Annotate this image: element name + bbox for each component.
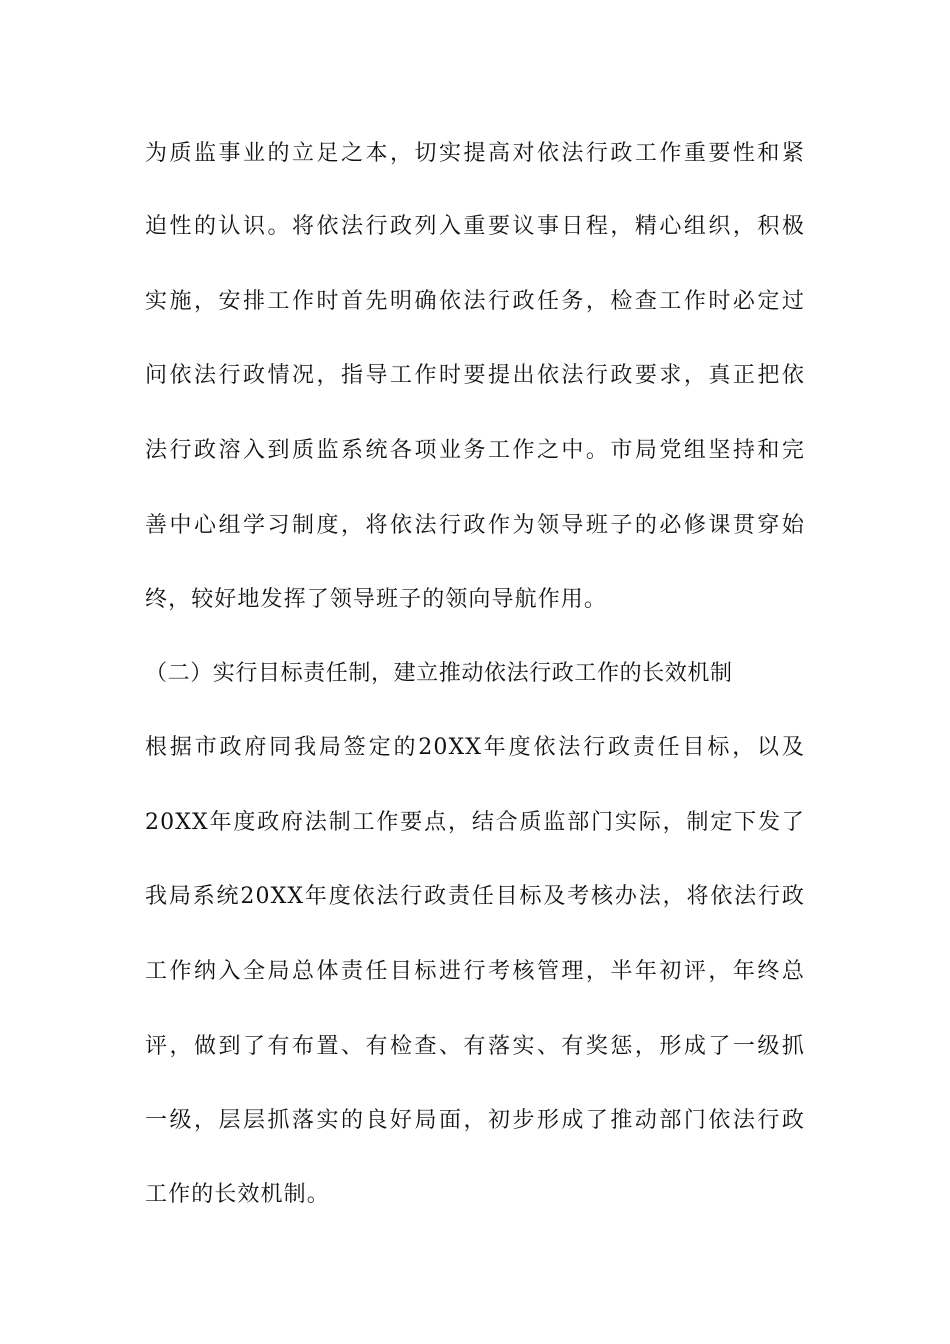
section-heading: （二）实行目标责任制，建立推动依法行政工作的长效机制: [145, 661, 733, 686]
paragraph-1-line-1: 为质监事业的立足之本，切实提高对依法行政工作重要性和紧: [145, 141, 805, 166]
paragraph-1-line-4: 问依法行政情况，指导工作时要提出依法行政要求，真正把依: [145, 363, 805, 388]
paragraph-1-line-2: 迫性的认识。将依法行政列入重要议事日程，精心组织，积极: [145, 214, 805, 239]
paragraph-2-line-7: 工作的长效机制。: [145, 1182, 330, 1207]
paragraph-2-line-6: 一级，层层抓落实的良好局面，初步形成了推动部门依法行政: [145, 1108, 805, 1133]
paragraph-1-line-6: 善中心组学习制度，将依法行政作为领导班子的必修课贯穿始: [145, 513, 805, 538]
paragraph-2-line-4: 工作纳入全局总体责任目标进行考核管理，半年初评，年终总: [145, 959, 805, 984]
paragraph-2-line-2: 20XX年度政府法制工作要点，结合质监部门实际，制定下发了: [145, 810, 805, 835]
paragraph-1-line-7: 终，较好地发挥了领导班子的领向导航作用。: [145, 587, 608, 612]
paragraph-1-line-3: 实施，安排工作时首先明确依法行政任务，检查工作时必定过: [145, 289, 805, 314]
paragraph-2-line-1: 根据市政府同我局签定的20XX年度依法行政责任目标，以及: [145, 735, 805, 760]
paragraph-2-line-5: 评，做到了有布置、有检查、有落实、有奖惩，形成了一级抓: [145, 1034, 805, 1059]
paragraph-1-line-5: 法行政溶入到质监系统各项业务工作之中。市局党组坚持和完: [145, 438, 805, 463]
paragraph-2-line-3: 我局系统20XX年度依法行政责任目标及考核办法，将依法行政: [145, 884, 805, 909]
